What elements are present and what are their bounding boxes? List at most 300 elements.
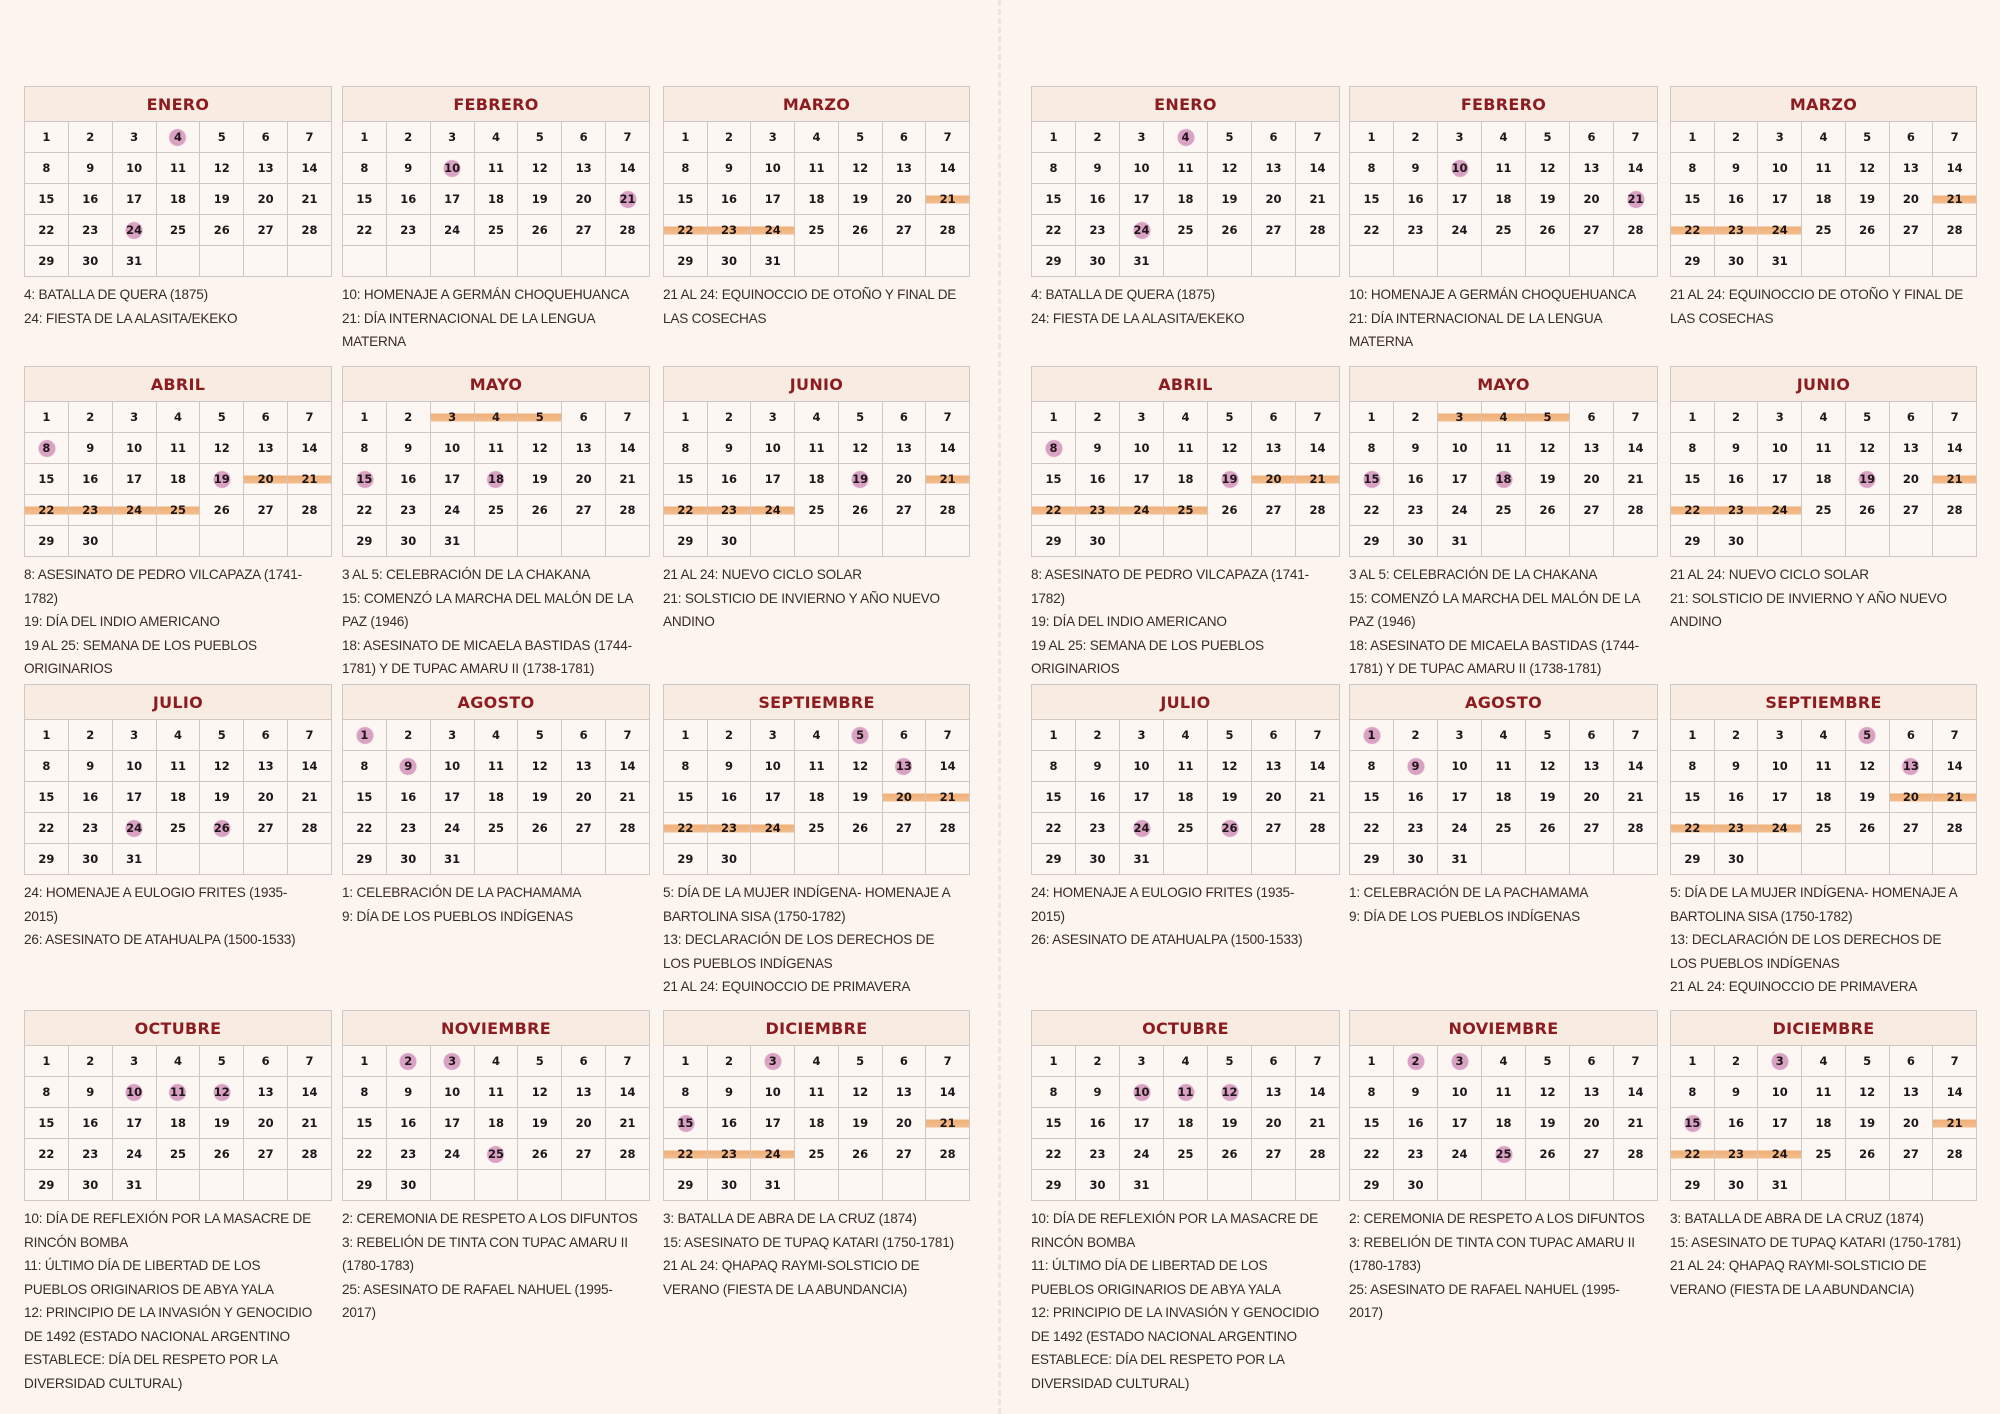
day-cell: 13: [1252, 153, 1296, 184]
day-cell: 15: [25, 782, 69, 813]
day-cell: 17: [1438, 464, 1482, 495]
day-cell: 16: [68, 1108, 112, 1139]
day-cell: 5: [1208, 720, 1252, 751]
day-cell: 22: [343, 813, 387, 844]
day-cell: 28: [288, 1139, 332, 1170]
day-cell: 25: [1802, 495, 1846, 526]
note-line: 5: DÍA DE LA MUJER INDÍGENA- HOMENAJE A BARTOLINA SISA (1750-1782): [1670, 885, 1957, 924]
day-cell: 1: [1350, 1046, 1394, 1077]
day-cell: 7: [926, 402, 970, 433]
day-cell: 20: [1570, 184, 1614, 215]
day-cell: 10: [751, 1077, 795, 1108]
day-cell: 8: [1032, 1077, 1076, 1108]
day-cell-range: 24: [1758, 495, 1802, 526]
day-cell: 31: [751, 246, 795, 277]
day-cell-range: 22: [664, 813, 708, 844]
day-cell: 11: [1164, 153, 1208, 184]
day-cell: 17: [1438, 184, 1482, 215]
day-cell: 30: [707, 526, 751, 557]
day-cell: 14: [1614, 433, 1658, 464]
day-cell: 25: [474, 495, 518, 526]
day-cell: 21: [288, 782, 332, 813]
day-cell: 8: [664, 433, 708, 464]
day-cell: 11: [474, 751, 518, 782]
day-cell: 18: [1802, 782, 1846, 813]
day-cell: 3: [1438, 122, 1482, 153]
day-cell: 7: [926, 122, 970, 153]
day-cell: 20: [882, 464, 926, 495]
day-cell: 23: [68, 813, 112, 844]
day-cell: 10: [430, 1077, 474, 1108]
day-cell: 11: [1802, 153, 1846, 184]
day-cell: 19: [838, 782, 882, 813]
note-line: 3 AL 5: CELEBRACIÓN DE LA CHAKANA: [342, 567, 591, 582]
day-cell-range: 25: [1164, 495, 1208, 526]
day-cell: 9: [707, 1077, 751, 1108]
day-cell: 30: [1076, 246, 1120, 277]
day-cell: 23: [386, 1139, 430, 1170]
day-cell-range: 23: [707, 215, 751, 246]
day-cell: 12: [1845, 1077, 1889, 1108]
month-agosto: [1349, 684, 1658, 928]
day-cell: 8: [664, 153, 708, 184]
day-cell: 10: [1438, 433, 1482, 464]
day-cell-highlighted: 3: [1438, 1046, 1482, 1077]
day-cell: 28: [1933, 1139, 1977, 1170]
day-cell: 28: [606, 495, 650, 526]
month-title: ENERO: [1032, 87, 1340, 122]
day-cell-range: 22: [664, 495, 708, 526]
day-cell-highlighted: 5: [1845, 720, 1889, 751]
empty-cell: [562, 526, 606, 557]
day-cell-highlighted: 11: [156, 1077, 200, 1108]
empty-cell: [1526, 246, 1570, 277]
day-cell-highlighted: 9: [1394, 751, 1438, 782]
day-cell: 27: [244, 495, 288, 526]
day-cell: 23: [68, 1139, 112, 1170]
day-cell: 1: [1671, 720, 1715, 751]
day-cell: 3: [1120, 720, 1164, 751]
day-cell: 3: [1758, 402, 1802, 433]
day-cell: 13: [244, 751, 288, 782]
day-cell: 29: [25, 526, 69, 557]
day-cell: 24: [430, 495, 474, 526]
day-cell: 14: [1296, 1077, 1340, 1108]
day-cell: 26: [1845, 215, 1889, 246]
day-cell: 5: [1208, 402, 1252, 433]
empty-cell: [156, 526, 200, 557]
day-cell: 13: [244, 433, 288, 464]
day-cell: 15: [1350, 1108, 1394, 1139]
day-cell: 12: [1845, 153, 1889, 184]
day-cell: 7: [1614, 402, 1658, 433]
note-line: 24: HOMENAJE A EULOGIO FRITES (1935-2015): [24, 885, 288, 924]
day-cell: 5: [838, 402, 882, 433]
day-cell: 12: [1526, 153, 1570, 184]
month-title: MAYO: [343, 367, 650, 402]
day-cell: 30: [68, 246, 112, 277]
month-notes: [1670, 563, 1970, 634]
empty-cell: [1570, 1170, 1614, 1201]
month-diciembre: [663, 1010, 970, 1301]
day-cell: 6: [244, 720, 288, 751]
day-cell: 24: [1438, 215, 1482, 246]
empty-cell: [606, 526, 650, 557]
day-cell: 9: [707, 153, 751, 184]
month-notes: [1670, 283, 1970, 330]
day-cell: 26: [518, 495, 562, 526]
note-line: 21: SOLSTICIO DE INVIERNO Y AÑO NUEVO ANDINO: [1670, 590, 1947, 629]
day-cell: 29: [25, 1170, 69, 1201]
day-cell: 28: [606, 215, 650, 246]
day-cell: 13: [1570, 153, 1614, 184]
day-cell: 14: [926, 153, 970, 184]
empty-cell: [518, 526, 562, 557]
day-cell: 9: [1714, 751, 1758, 782]
day-cell: 27: [1252, 813, 1296, 844]
day-cell: 17: [751, 464, 795, 495]
day-cell: 25: [474, 813, 518, 844]
month-notes: [24, 563, 314, 681]
empty-cell: [1482, 844, 1526, 875]
day-cell: 8: [343, 433, 387, 464]
day-cell: 7: [288, 720, 332, 751]
day-cell: 28: [606, 813, 650, 844]
day-cell: 3: [1120, 122, 1164, 153]
empty-cell: [1758, 526, 1802, 557]
day-cell: 28: [288, 215, 332, 246]
day-cell: 11: [795, 433, 839, 464]
day-cell: 26: [1845, 495, 1889, 526]
day-cell: 19: [1208, 782, 1252, 813]
day-cell-highlighted: 3: [430, 1046, 474, 1077]
month-title: JULIO: [25, 685, 332, 720]
empty-cell: [795, 844, 839, 875]
empty-cell: [288, 844, 332, 875]
day-cell: 18: [474, 782, 518, 813]
day-cell: 15: [1350, 782, 1394, 813]
month-title: SEPTIEMBRE: [664, 685, 970, 720]
day-cell: 20: [562, 184, 606, 215]
day-cell: 13: [1252, 433, 1296, 464]
day-cell: 17: [112, 184, 156, 215]
month-julio: [24, 684, 332, 952]
day-cell: 13: [1252, 751, 1296, 782]
day-cell: 16: [707, 184, 751, 215]
day-cell: 8: [1671, 1077, 1715, 1108]
day-cell: 6: [1252, 402, 1296, 433]
day-cell: 4: [1802, 122, 1846, 153]
day-cell: 30: [68, 526, 112, 557]
day-cell: 31: [112, 246, 156, 277]
day-cell: 16: [386, 1108, 430, 1139]
day-cell: 4: [1482, 720, 1526, 751]
empty-cell: [1350, 246, 1394, 277]
empty-cell: [1758, 844, 1802, 875]
note-line: 12: PRINCIPIO DE LA INVASIÓN Y GENOCIDIO DE 1492 (ESTADO NACIONAL ARGENTINO ESTABLECE: DÍA DEL RESPETO POR LA DIVERSIDAD CULTURAL): [24, 1305, 313, 1391]
day-cell: 28: [1296, 813, 1340, 844]
day-cell: 6: [882, 402, 926, 433]
day-cell: 15: [25, 464, 69, 495]
empty-cell: [562, 1170, 606, 1201]
page-fold-divider: [998, 0, 1001, 1414]
day-cell: 21: [606, 1108, 650, 1139]
day-cell: 13: [1570, 1077, 1614, 1108]
day-cell: 8: [1671, 153, 1715, 184]
empty-cell: [1889, 246, 1933, 277]
day-cell: 29: [1350, 526, 1394, 557]
note-line: 21: DÍA INTERNACIONAL DE LA LENGUA MATERNA: [342, 310, 595, 349]
note-line: 21 AL 24: EQUINOCCIO DE OTOÑO Y FINAL DE LAS COSECHAS: [1670, 287, 1964, 326]
day-cell: 21: [606, 464, 650, 495]
day-cell-highlighted: 24: [1120, 813, 1164, 844]
day-cell-range: 21: [1933, 184, 1977, 215]
day-cell: 14: [288, 433, 332, 464]
day-cell: 16: [1714, 1108, 1758, 1139]
day-cell-highlighted: 4: [156, 122, 200, 153]
empty-cell: [474, 1170, 518, 1201]
day-cell: 26: [838, 215, 882, 246]
day-cell: 21: [1296, 782, 1340, 813]
empty-cell: [1526, 526, 1570, 557]
day-cell: 3: [751, 122, 795, 153]
day-cell-range: 22: [1671, 1139, 1715, 1170]
day-cell: 18: [1482, 1108, 1526, 1139]
day-cell: 10: [112, 433, 156, 464]
day-cell: 19: [838, 184, 882, 215]
day-cell: 2: [1394, 720, 1438, 751]
day-cell: 30: [1714, 844, 1758, 875]
day-cell: 17: [112, 464, 156, 495]
day-cell: 31: [1758, 1170, 1802, 1201]
day-cell: 9: [68, 1077, 112, 1108]
day-cell-range: 24: [751, 813, 795, 844]
day-cell: 1: [664, 402, 708, 433]
empty-cell: [751, 526, 795, 557]
day-cell: 25: [1482, 215, 1526, 246]
day-cell: 19: [838, 1108, 882, 1139]
day-cell: 4: [1164, 1046, 1208, 1077]
day-cell: 30: [1076, 844, 1120, 875]
day-cell: 9: [68, 153, 112, 184]
day-cell: 7: [1614, 1046, 1658, 1077]
empty-cell: [882, 246, 926, 277]
day-cell: 12: [1208, 153, 1252, 184]
day-cell: 2: [1076, 1046, 1120, 1077]
day-cell: 30: [1714, 1170, 1758, 1201]
day-cell: 26: [1208, 215, 1252, 246]
day-cell-highlighted: 15: [1671, 1108, 1715, 1139]
day-cell: 5: [1208, 122, 1252, 153]
day-cell: 10: [1758, 433, 1802, 464]
day-cell-range: 21: [926, 464, 970, 495]
day-cell: 4: [795, 1046, 839, 1077]
month-grid: [1349, 366, 1658, 557]
day-cell: 8: [25, 1077, 69, 1108]
day-cell: 14: [1614, 1077, 1658, 1108]
day-cell: 6: [562, 402, 606, 433]
day-cell: 4: [1164, 720, 1208, 751]
month-notes: [1349, 563, 1649, 681]
month-agosto: [342, 684, 650, 928]
day-cell-range: 23: [707, 495, 751, 526]
day-cell: 2: [68, 720, 112, 751]
day-cell: 8: [343, 153, 387, 184]
day-cell: 17: [1120, 782, 1164, 813]
day-cell: 27: [562, 215, 606, 246]
empty-cell: [474, 844, 518, 875]
day-cell: 19: [200, 1108, 244, 1139]
day-cell: 17: [1758, 782, 1802, 813]
empty-cell: [1845, 246, 1889, 277]
day-cell: 24: [430, 1139, 474, 1170]
day-cell: 28: [288, 813, 332, 844]
empty-cell: [1526, 844, 1570, 875]
day-cell: 12: [838, 153, 882, 184]
day-cell: 22: [25, 813, 69, 844]
day-cell-range: 20: [882, 782, 926, 813]
empty-cell: [244, 1170, 288, 1201]
day-cell: 13: [562, 751, 606, 782]
note-line: 21 AL 24: EQUINOCCIO DE PRIMAVERA: [663, 979, 911, 994]
day-cell: 31: [1120, 1170, 1164, 1201]
day-cell: 9: [707, 433, 751, 464]
month-grid: [1670, 684, 1977, 875]
empty-cell: [926, 526, 970, 557]
day-cell: 13: [1570, 433, 1614, 464]
day-cell: 19: [518, 782, 562, 813]
day-cell: 6: [562, 720, 606, 751]
empty-cell: [156, 1170, 200, 1201]
day-cell: 10: [751, 751, 795, 782]
day-cell: 8: [25, 153, 69, 184]
month-febrero: [342, 86, 650, 354]
day-cell: 23: [1076, 813, 1120, 844]
day-cell-range: 24: [1758, 813, 1802, 844]
day-cell: 27: [244, 215, 288, 246]
note-line: 15: COMENZÓ LA MARCHA DEL MALÓN DE LA PAZ (1946): [1349, 590, 1640, 629]
empty-cell: [838, 246, 882, 277]
note-line: 19: DÍA DEL INDIO AMERICANO: [24, 614, 220, 629]
month-notes: [342, 563, 642, 681]
empty-cell: [1208, 246, 1252, 277]
day-cell: 29: [664, 526, 708, 557]
day-cell: 7: [288, 1046, 332, 1077]
empty-cell: [882, 1170, 926, 1201]
empty-cell: [200, 526, 244, 557]
day-cell: 24: [1120, 1139, 1164, 1170]
day-cell: 7: [1296, 720, 1340, 751]
day-cell-range: 23: [707, 1139, 751, 1170]
day-cell: 28: [1296, 495, 1340, 526]
day-cell: 10: [1120, 153, 1164, 184]
day-cell-highlighted: 13: [1889, 751, 1933, 782]
day-cell: 25: [156, 813, 200, 844]
day-cell: 16: [68, 782, 112, 813]
day-cell: 12: [1208, 751, 1252, 782]
empty-cell: [1614, 526, 1658, 557]
day-cell: 11: [1482, 153, 1526, 184]
day-cell: 15: [1671, 184, 1715, 215]
month-abril: [1031, 366, 1340, 681]
day-cell: 24: [112, 1139, 156, 1170]
day-cell: 11: [1802, 751, 1846, 782]
empty-cell: [1208, 526, 1252, 557]
note-line: 21 AL 24: NUEVO CICLO SOLAR: [663, 567, 862, 582]
day-cell: 15: [25, 184, 69, 215]
day-cell: 19: [1208, 184, 1252, 215]
note-line: 24: FIESTA DE LA ALASITA/EKEKO: [1031, 310, 1245, 326]
day-cell: 9: [1394, 433, 1438, 464]
note-line: 10: DÍA DE REFLEXIÓN POR LA MASACRE DE RINCÓN BOMBA: [1031, 1211, 1319, 1250]
note-line: 5: DÍA DE LA MUJER INDÍGENA- HOMENAJE A BARTOLINA SISA (1750-1782): [663, 885, 950, 924]
day-cell: 23: [1394, 495, 1438, 526]
day-cell: 7: [606, 402, 650, 433]
month-noviembre: [1349, 1010, 1658, 1325]
day-cell: 22: [1032, 215, 1076, 246]
day-cell: 20: [562, 1108, 606, 1139]
day-cell: 25: [1164, 215, 1208, 246]
empty-cell: [606, 246, 650, 277]
month-abril: [24, 366, 332, 681]
day-cell: 4: [156, 720, 200, 751]
day-cell: 16: [1076, 464, 1120, 495]
day-cell: 11: [1482, 1077, 1526, 1108]
empty-cell: [1526, 1170, 1570, 1201]
month-grid: [1031, 1010, 1340, 1201]
day-cell: 27: [562, 495, 606, 526]
day-cell-range: 24: [751, 215, 795, 246]
day-cell-range: 23: [1714, 495, 1758, 526]
day-cell: 1: [664, 720, 708, 751]
day-cell: 22: [1032, 1139, 1076, 1170]
day-cell: 19: [1526, 782, 1570, 813]
note-line: 1: CELEBRACIÓN DE LA PACHAMAMA: [1349, 885, 1589, 900]
note-line: 21 AL 24: QHAPAQ RAYMI-SOLSTICIO DE VERANO (FIESTA DE LA ABUNDANCIA): [1670, 1258, 1927, 1297]
empty-cell: [838, 844, 882, 875]
day-cell: 23: [1394, 813, 1438, 844]
note-line: 10: DÍA DE REFLEXIÓN POR LA MASACRE DE RINCÓN BOMBA: [24, 1211, 312, 1250]
day-cell-range: 5: [518, 402, 562, 433]
month-mayo: [1349, 366, 1658, 681]
day-cell: 21: [288, 184, 332, 215]
day-cell-highlighted: 4: [1164, 122, 1208, 153]
day-cell: 14: [606, 751, 650, 782]
day-cell: 20: [1889, 1108, 1933, 1139]
day-cell: 13: [1252, 1077, 1296, 1108]
day-cell: 11: [156, 751, 200, 782]
day-cell: 31: [1120, 246, 1164, 277]
day-cell: 31: [1120, 844, 1164, 875]
day-cell: 15: [343, 1108, 387, 1139]
day-cell: 17: [430, 184, 474, 215]
day-cell: 25: [156, 215, 200, 246]
note-line: 21 AL 24: EQUINOCCIO DE PRIMAVERA: [1670, 979, 1918, 994]
day-cell: 15: [1032, 184, 1076, 215]
day-cell: 1: [664, 122, 708, 153]
day-cell: 30: [1394, 1170, 1438, 1201]
day-cell: 5: [1526, 720, 1570, 751]
day-cell: 30: [1076, 1170, 1120, 1201]
day-cell: 5: [518, 122, 562, 153]
day-cell-highlighted: 18: [474, 464, 518, 495]
day-cell: 6: [244, 1046, 288, 1077]
day-cell: 2: [1076, 720, 1120, 751]
day-cell: 1: [1671, 122, 1715, 153]
empty-cell: [751, 844, 795, 875]
month-grid: [1670, 1010, 1977, 1201]
day-cell: 26: [200, 215, 244, 246]
